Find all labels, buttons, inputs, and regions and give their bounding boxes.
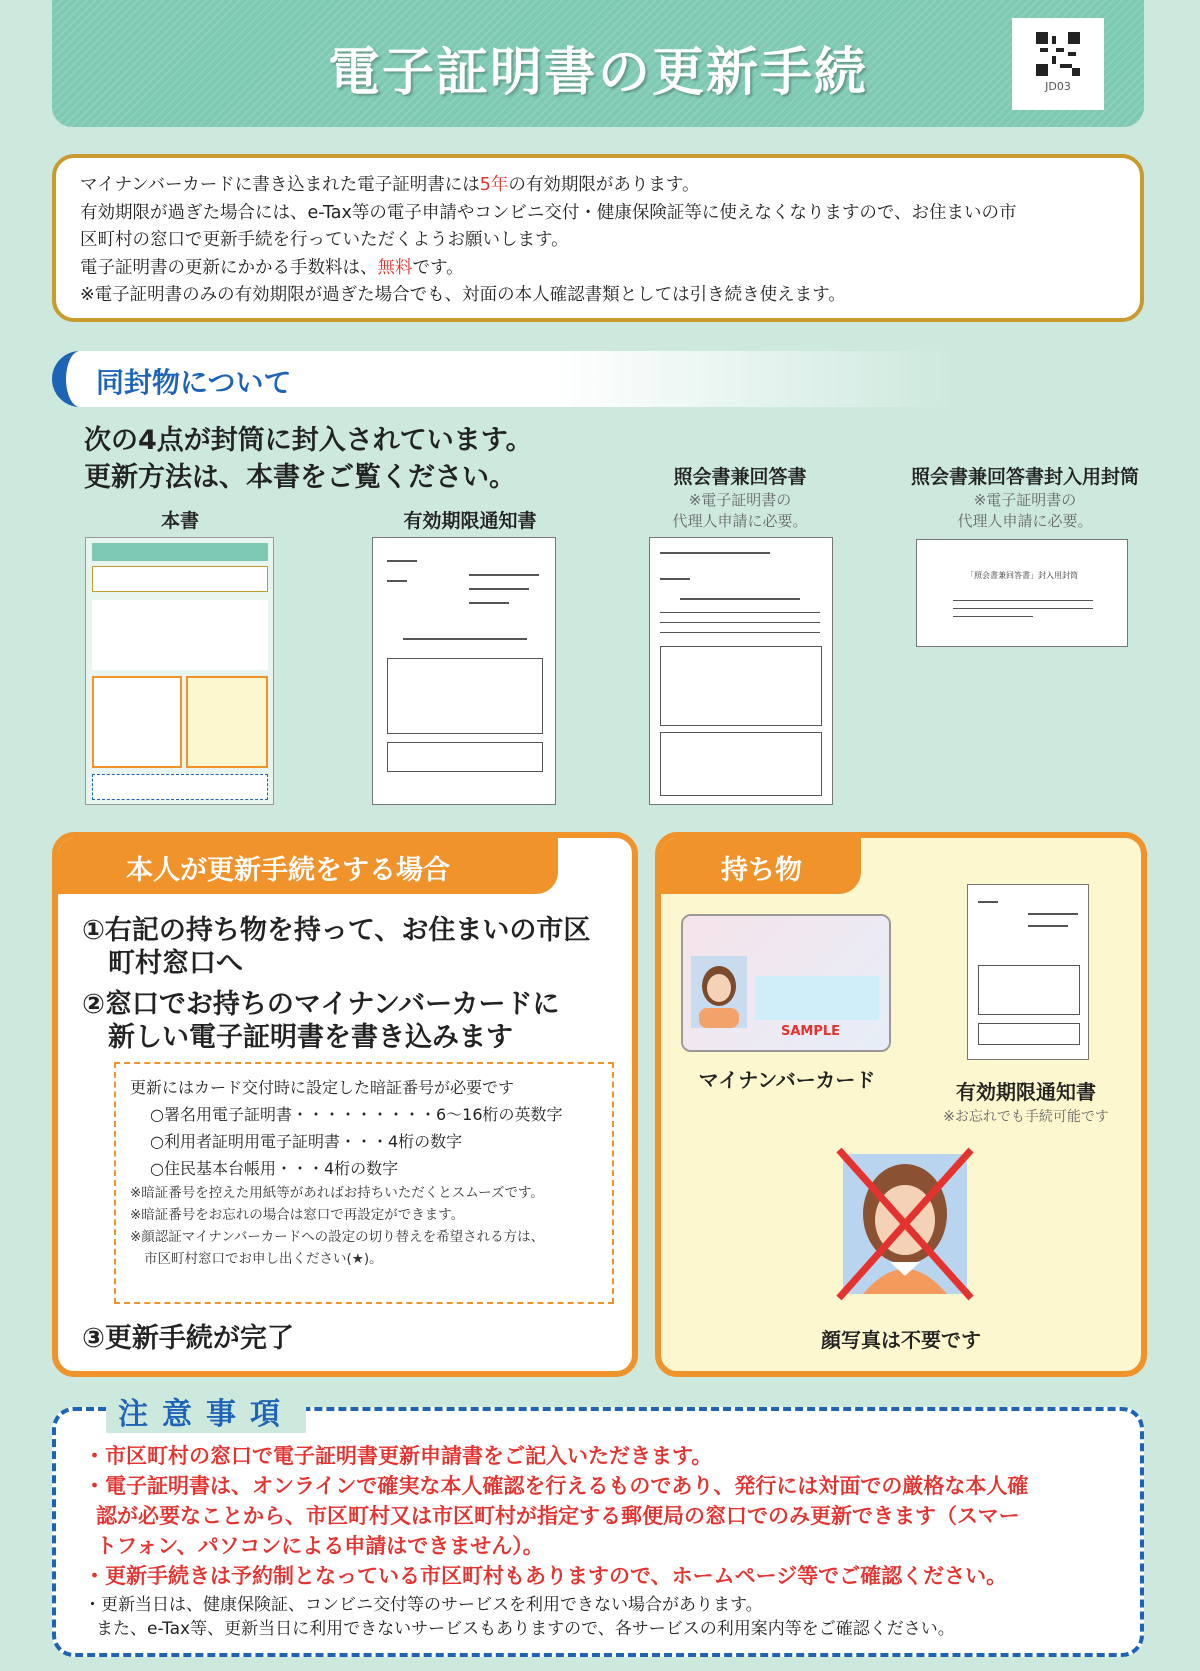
caution-item-4: ・更新当日は、健康保険証、コンビニ交付等のサービスを利用できない場合があります。 また、e-Tax等、更新当日に利用できないサービスもありますので、各サービスの利用案内等をご確認ください。 <box>84 1595 955 1639</box>
thumb-line <box>680 598 800 600</box>
thumb-table <box>660 646 822 726</box>
pin-note: ※暗証番号を控えた用紙等があればお持ちいただくとスムーズです。 <box>130 1185 544 1201</box>
pin-note: ※暗証番号をお忘れの場合は窓口で再設定ができます。 <box>130 1207 465 1223</box>
notice-line-4: 電子証明書の更新にかかる手数料は、無料です。 <box>80 257 464 278</box>
qr-code <box>1012 18 1104 110</box>
pin-item: ○利用者証明用電子証明書・・・4桁の数字 <box>150 1132 463 1151</box>
thumb-line <box>660 612 820 613</box>
thumb-line <box>469 588 529 590</box>
expiry-notice-note: ※お忘れでも手続可能です <box>943 1109 1109 1125</box>
caution-item-2: ・電子証明書は、オンラインで確実な本人確認を行えるものであり、発行には対面での厳格な本人確 認が必要なことから、市区町村又は市区町村が指定する郵便局の窓口でのみ更新できます（スマー トフォン、パソコンによる申請はできません）。 <box>84 1474 1029 1558</box>
card-label: マイナンバーカード <box>698 1068 876 1092</box>
thumb-table <box>978 965 1080 1015</box>
thumb-line <box>660 632 820 633</box>
section-header-enclosures <box>52 351 952 407</box>
thumb-line <box>469 602 509 604</box>
self-procedure-panel <box>52 832 638 1377</box>
validity-notice <box>52 154 1144 322</box>
pin-note: 市区町村窓口でお申し出ください(★)。 <box>144 1251 383 1267</box>
caution-item-3: ・更新手続きは予約制となっている市区町村もありますので、ホームページ等でご確認ください。 <box>84 1564 1008 1588</box>
qr-code-icon <box>1036 32 1080 76</box>
doc-label-envelope: 照会書兼回答書封入用封筒 <box>910 466 1139 488</box>
notice-line-1: マイナンバーカードに書き込まれた電子証明書には5年の有効期限があります。 <box>80 175 700 195</box>
caution-box <box>52 1397 1144 1657</box>
enclosures-intro <box>84 422 533 496</box>
card-sample-text: SAMPLE <box>781 1024 841 1039</box>
doc-label-expiry-notice: 有効期限通知書 <box>403 510 537 532</box>
thumb-table <box>387 658 543 734</box>
thumb-line <box>660 622 820 623</box>
thumb-line <box>1028 913 1078 915</box>
card-chip-area <box>755 976 879 1020</box>
pin-requirements-box <box>114 1062 614 1304</box>
doc-label-inquiry: 照会書兼回答書 <box>673 466 807 488</box>
pin-note: ※顔認証マイナンバーカードへの設定の切り替えを希望される方は、 <box>130 1229 545 1245</box>
thumbnail-main-document <box>85 537 274 805</box>
pin-item: ○住民基本台帳用・・・4桁の数字 <box>150 1159 399 1178</box>
qr-label: JD03 <box>1045 80 1071 93</box>
header-banner <box>52 0 1144 127</box>
items-to-bring-title: 持ち物 <box>721 855 802 886</box>
thumb-caution <box>92 774 268 800</box>
notice-line-3: 区町村の窓口で更新手続を行っていただくようお願いします。 <box>80 230 569 250</box>
thumb-line <box>1028 925 1068 927</box>
my-number-card-image <box>681 914 891 1052</box>
self-procedure-tab <box>58 838 558 894</box>
envelope-text: 「照会書兼回答書」封入用封筒 <box>966 571 1078 580</box>
doc-label-main: 本書 <box>160 510 199 532</box>
items-to-bring-panel <box>655 832 1147 1377</box>
thumb-table <box>978 1023 1080 1045</box>
thumb-bring-panel <box>186 676 268 768</box>
thumb-line <box>387 560 417 562</box>
expiry-notice-image <box>967 884 1089 1060</box>
thumb-notice <box>92 566 268 592</box>
items-to-bring-tab <box>661 838 861 894</box>
thumb-table <box>387 742 543 772</box>
pin-item: ○署名用電子証明書・・・・・・・・・6〜16桁の英数字 <box>150 1105 563 1124</box>
thumb-line <box>953 616 1033 617</box>
thumb-line <box>978 901 998 903</box>
notice-line-2: 有効期限が過ぎた場合には、e-Tax等の電子申請やコンビニ交付・健康保険証等に使えなくなりますので、お住まいの市 <box>80 202 1017 223</box>
photo-not-needed-label: 顔写真は不要です <box>821 1328 981 1352</box>
no-photo-needed-icon <box>835 1144 975 1304</box>
caution-item-1: ・市区町村の窓口で電子証明書更新申請書をご記入いただきます。 <box>84 1444 713 1468</box>
thumb-header <box>92 543 268 561</box>
doc-note-inquiry: ※電子証明書の 代理人申請に必要。 <box>672 491 808 530</box>
thumb-line <box>403 638 527 640</box>
thumb-table <box>660 732 822 796</box>
thumb-line <box>469 574 539 576</box>
step-3: ③更新手続が完了 <box>82 1323 294 1354</box>
thumbnail-envelope <box>916 539 1128 647</box>
step-2: ②窓口でお持ちのマイナンバーカードに 新しい電子証明書を書き込みます <box>82 989 560 1053</box>
thumb-line <box>660 552 770 554</box>
caution-title: 注意事項 <box>106 1389 306 1433</box>
thumb-line <box>953 608 1093 609</box>
section-title: 同封物について <box>96 366 292 399</box>
self-procedure-title: 本人が更新手続をする場合 <box>126 855 450 886</box>
card-face-photo-icon <box>691 956 747 1028</box>
notice-line-5: ※電子証明書のみの有効期限が過ぎた場合でも、対面の本人確認書類としては引き続き使えます。 <box>80 285 846 305</box>
expiry-notice-label: 有効期限通知書 <box>956 1080 1096 1104</box>
thumb-self-panel <box>92 676 182 768</box>
doc-note-envelope: ※電子証明書の 代理人申請に必要。 <box>957 491 1093 530</box>
step-1: ①右記の持ち物を持って、お住まいの市区 町村窓口へ <box>82 915 591 979</box>
page-title: 電子証明書の更新手続 <box>327 43 868 103</box>
intro-line-2: 更新方法は、本書をご覧ください。 <box>84 462 516 493</box>
thumb-enclosures <box>92 600 268 670</box>
thumb-line <box>387 580 407 582</box>
pin-heading: 更新にはカード交付時に設定した暗証番号が必要です <box>130 1078 515 1097</box>
thumbnail-expiry-notice <box>372 537 556 805</box>
thumb-line <box>953 600 1093 601</box>
thumb-line <box>660 578 690 580</box>
intro-line-1: 次の4点が封筒に封入されています。 <box>84 425 533 456</box>
thumbnail-inquiry-form <box>649 537 833 805</box>
